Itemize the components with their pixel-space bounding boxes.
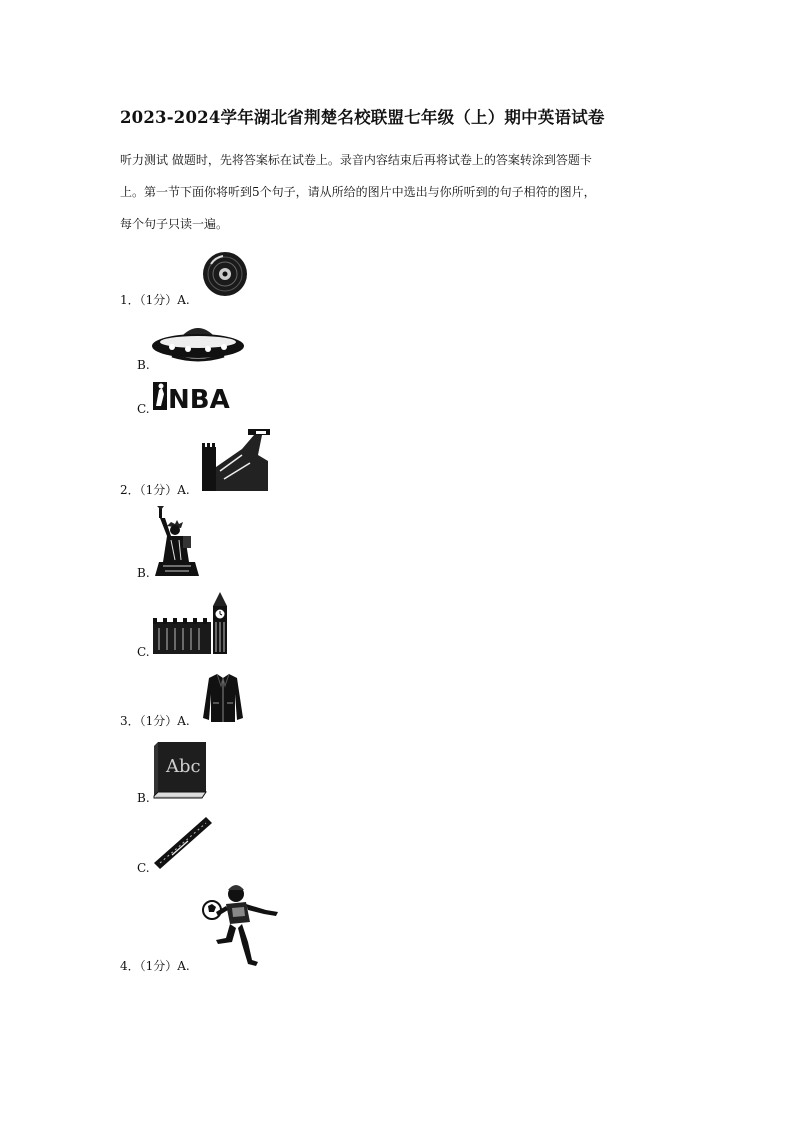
cd-disc-icon [201,250,249,298]
ufo-icon [150,320,246,366]
question-1-label: 1．（1分）A. [120,293,190,307]
svg-text:Abc: Abc [166,756,201,777]
question-2-option-c-letter: C. [137,645,150,659]
instruction-line: 每个句子只读一遍。 [120,217,229,231]
instructions [120,144,680,240]
big-ben-icon [153,592,231,654]
nba-logo-icon [153,380,230,415]
great-wall-icon [202,427,272,491]
question-1-option-b-picture [150,320,246,366]
instruction-line: 听力测试 做题时，先将答案标在试卷上。录音内容结束后再将试卷上的答案转涂到答题卡 [120,153,592,167]
soccer-player-icon [202,880,282,968]
question-3-option-c-letter: C. [137,861,150,875]
question-3-option-c-picture [152,815,214,871]
abc-book-icon [154,740,208,800]
question-2-option-a-picture [202,427,272,491]
question-2-option-c-picture [153,592,231,654]
question-3-option-a-picture [203,672,243,722]
instruction-line: 上。第一节下面你将听到5个句子，请从所给的图片中选出与你所听到的句子相符的图片， [120,185,596,199]
question-3-option-b-letter: B. [137,791,150,805]
question-3-label: 3．（1分）A. [120,714,190,728]
svg-text:NBA: NBA [168,385,230,415]
exam-title: 2023-2024学年湖北省荆楚名校联盟七年级（上）期中英语试卷 [120,108,605,127]
jacket-icon [203,672,243,722]
question-4-label: 4．（1分）A. [120,959,190,973]
question-1-option-b-letter: B. [137,358,150,372]
question-2-option-b-letter: B. [137,566,150,580]
question-1-option-c-picture [153,380,230,415]
question-1-option-c-letter: C. [137,402,150,416]
question-4-option-a-picture [202,880,282,968]
question-1-option-a-picture [201,250,249,298]
question-3-option-b-picture [154,740,208,800]
question-2-label: 2．（1分）A. [120,483,190,497]
ruler-icon [152,815,214,871]
statue-of-liberty-icon [153,506,201,576]
question-2-option-b-picture [153,506,201,576]
